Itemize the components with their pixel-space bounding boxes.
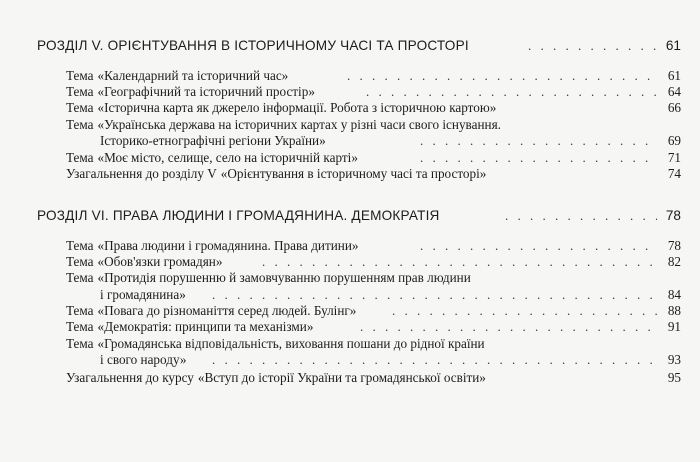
entry-label: Тема — [66, 100, 94, 115]
entry-title: «Протидія порушенню й замовчуванню порушенням прав людини — [97, 270, 471, 285]
entry-page: 88 — [667, 303, 681, 318]
leader-dots — [528, 38, 656, 54]
entry-title: «Календарний та історичний час» — [97, 68, 289, 83]
entry-label: Тема — [66, 68, 94, 83]
entry-title: «Географічний та історичний простір» — [97, 84, 315, 99]
entry-label: Тема — [66, 238, 94, 253]
leader-dots — [420, 150, 657, 166]
leader-dots — [420, 238, 657, 254]
entry-title-continued: і громадянина» — [100, 287, 186, 302]
entry-title-continued: Історико-етнографічні регіони України» — [100, 133, 326, 148]
entry-label: Тема — [66, 150, 94, 165]
leader-dots — [505, 208, 657, 224]
entry-page: 84 — [667, 287, 681, 302]
entry-label: Тема — [66, 319, 94, 334]
toc-entry — [66, 68, 288, 84]
section-5-page: 61 — [665, 38, 681, 53]
entry-label: Тема — [66, 84, 94, 99]
entry-label: Тема — [66, 254, 94, 269]
toc-entry — [66, 336, 485, 352]
entry-title: «Повага до різноманіття серед людей. Булінг» — [97, 303, 357, 318]
toc-entry — [66, 254, 222, 270]
entry-label: Тема — [66, 270, 94, 285]
leader-dots — [347, 68, 657, 84]
entry-page: 71 — [667, 150, 681, 165]
entry-title: «Українська держава на історичних картах у різні часи свого існування. — [97, 117, 501, 132]
toc-entry — [66, 238, 359, 254]
entry-page: 93 — [667, 352, 681, 367]
toc-entry — [66, 150, 358, 166]
leader-dots — [366, 84, 657, 100]
entry-page: 69 — [667, 133, 681, 148]
entry-title: «Вступ до історії України та громадянської освіти» — [197, 370, 486, 385]
entry-title: «Права людини і громадянина. Права дитини» — [97, 238, 359, 253]
leader-dots — [262, 254, 657, 270]
entry-page: 74 — [667, 166, 681, 181]
leader-dots — [360, 319, 657, 335]
entry-title: «Історична карта як джерело інформації. Робота з історичною картою» — [97, 100, 497, 115]
entry-title: «Обов'язки громадян» — [97, 254, 223, 269]
entry-label: Тема — [66, 303, 94, 318]
entry-title: «Громадянська відповідальність, виховання пошани до рідної країни — [97, 336, 485, 351]
toc-entry — [66, 117, 501, 133]
entry-label: Тема — [66, 336, 94, 351]
entry-page: 91 — [667, 319, 681, 334]
toc-entry — [66, 370, 486, 386]
section-5-title: РОЗДІЛ V. ОРІЄНТУВАННЯ В ІСТОРИЧНОМУ ЧАСІ ТА ПРОСТОРІ — [37, 38, 469, 53]
entry-label: Тема — [66, 117, 94, 132]
section-6-title: РОЗДІЛ VI. ПРАВА ЛЮДИНИ І ГРОМАДЯНИНА. ДЕМОКРАТІЯ — [37, 208, 440, 223]
entry-title: «Демократія: принципи та механізми» — [97, 319, 314, 334]
toc-entry — [66, 84, 315, 100]
entry-page: 78 — [667, 238, 681, 253]
toc-entry — [66, 100, 496, 116]
leader-dots — [212, 352, 657, 368]
toc-entry — [66, 166, 486, 182]
entry-page: 61 — [667, 68, 681, 83]
entry-label: Узагальнення до розділу V — [66, 166, 217, 181]
entry-page: 64 — [667, 84, 681, 99]
entry-page: 95 — [667, 370, 681, 385]
leader-dots — [392, 303, 657, 319]
entry-page: 66 — [667, 100, 681, 115]
entry-title: «Моє місто, селище, село на історичній карті» — [97, 150, 358, 165]
entry-title: «Орієнтування в історичному часі та просторі» — [220, 166, 487, 181]
toc-entry — [66, 303, 356, 319]
toc-entry — [66, 270, 471, 286]
leader-dots — [420, 133, 657, 149]
entry-label: Узагальнення до курсу — [66, 370, 194, 385]
leader-dots — [212, 287, 657, 303]
entry-title-continued: і свого народу» — [100, 352, 187, 367]
entry-page: 82 — [667, 254, 681, 269]
toc-entry — [66, 319, 313, 335]
section-6-page: 78 — [665, 208, 681, 223]
